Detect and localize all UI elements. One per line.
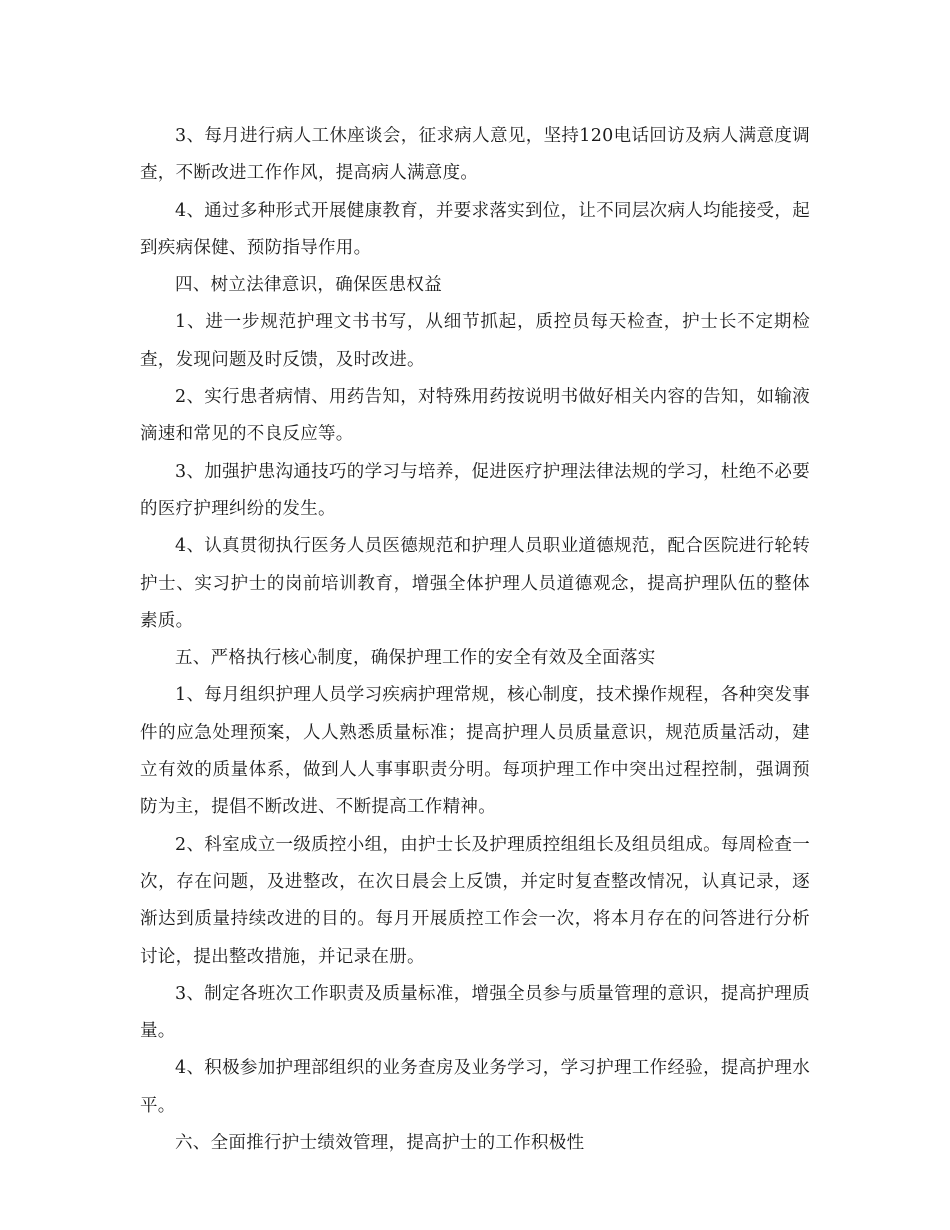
section-heading-legal-awareness: 四、树立法律意识，确保医患权益 — [175, 275, 442, 296]
paragraph-2-quality-control-group: 2、科室成立一级质控小组，由护士长及护理质控组组长及组员组成。每周检查一次，存在问题，及进整改，在次日晨会上反馈，并定时复查整改情况，认真记录，逐渐达到质量持续改进的目的。每月开展质控工作会一次，将本月存在的问答进行分析讨论，提出整改措施，并记录在册。 — [140, 834, 810, 967]
document-body — [140, 118, 810, 1162]
paragraph-4-professional-ethics: 4、认真贯彻执行医务人员医德规范和护理人员职业道德规范，配合医院进行轮转护士、实习护士的岗前培训教育，增强全体护理人员道德观念，提高护理队伍的整体素质。 — [140, 536, 810, 631]
paragraph-2-patient-notification: 2、实行患者病情、用药告知，对特殊用药按说明书做好相关内容的告知，如输液滴速和常见的不良反应等。 — [140, 387, 810, 445]
paragraph-3-ward-meeting: 3、每月进行病人工休座谈会，征求病人意见，坚持120电话回访及病人满意度调查，不断改进工作作风，提高病人满意度。 — [140, 126, 810, 184]
paragraph-4-health-education: 4、通过多种形式开展健康教育，并要求落实到位，让不同层次病人均能接受，起到疾病保健、预防指导作用。 — [140, 200, 810, 258]
section-heading-core-systems: 五、严格执行核心制度，确保护理工作的安全有效及全面落实 — [175, 648, 656, 669]
paragraph-1-nursing-documents: 1、进一步规范护理文书书写，从细节抓起，质控员每天检查，护士长不定期检查，发现问题及时反馈，及时改进。 — [140, 312, 810, 370]
section-heading-performance-management: 六、全面推行护士绩效管理，提高护士的工作积极性 — [175, 1133, 585, 1154]
paragraph-1-monthly-training: 1、每月组织护理人员学习疾病护理常规，核心制度，技术操作规程，各种突发事件的应急处理预案，人人熟悉质量标准；提高护理人员质量意识，规范质量活动，建立有效的质量体系，做到人人事事职责分明。每项护理工作中突出过程控制，强调预防为主，提倡不断改进、不断提高工作精神。 — [140, 685, 810, 818]
paragraph-4-ward-rounds: 4、积极参加护理部组织的业务查房及业务学习，学习护理工作经验，提高护理水平。 — [140, 1058, 810, 1116]
paragraph-3-duty-standards: 3、制定各班次工作职责及质量标准，增强全员参与质量管理的意识，提高护理质量。 — [140, 983, 810, 1042]
paragraph-3-communication-skills: 3、加强护患沟通技巧的学习与培养，促进医疗护理法律法规的学习，杜绝不必要的医疗护理纠纷的发生。 — [140, 461, 810, 519]
